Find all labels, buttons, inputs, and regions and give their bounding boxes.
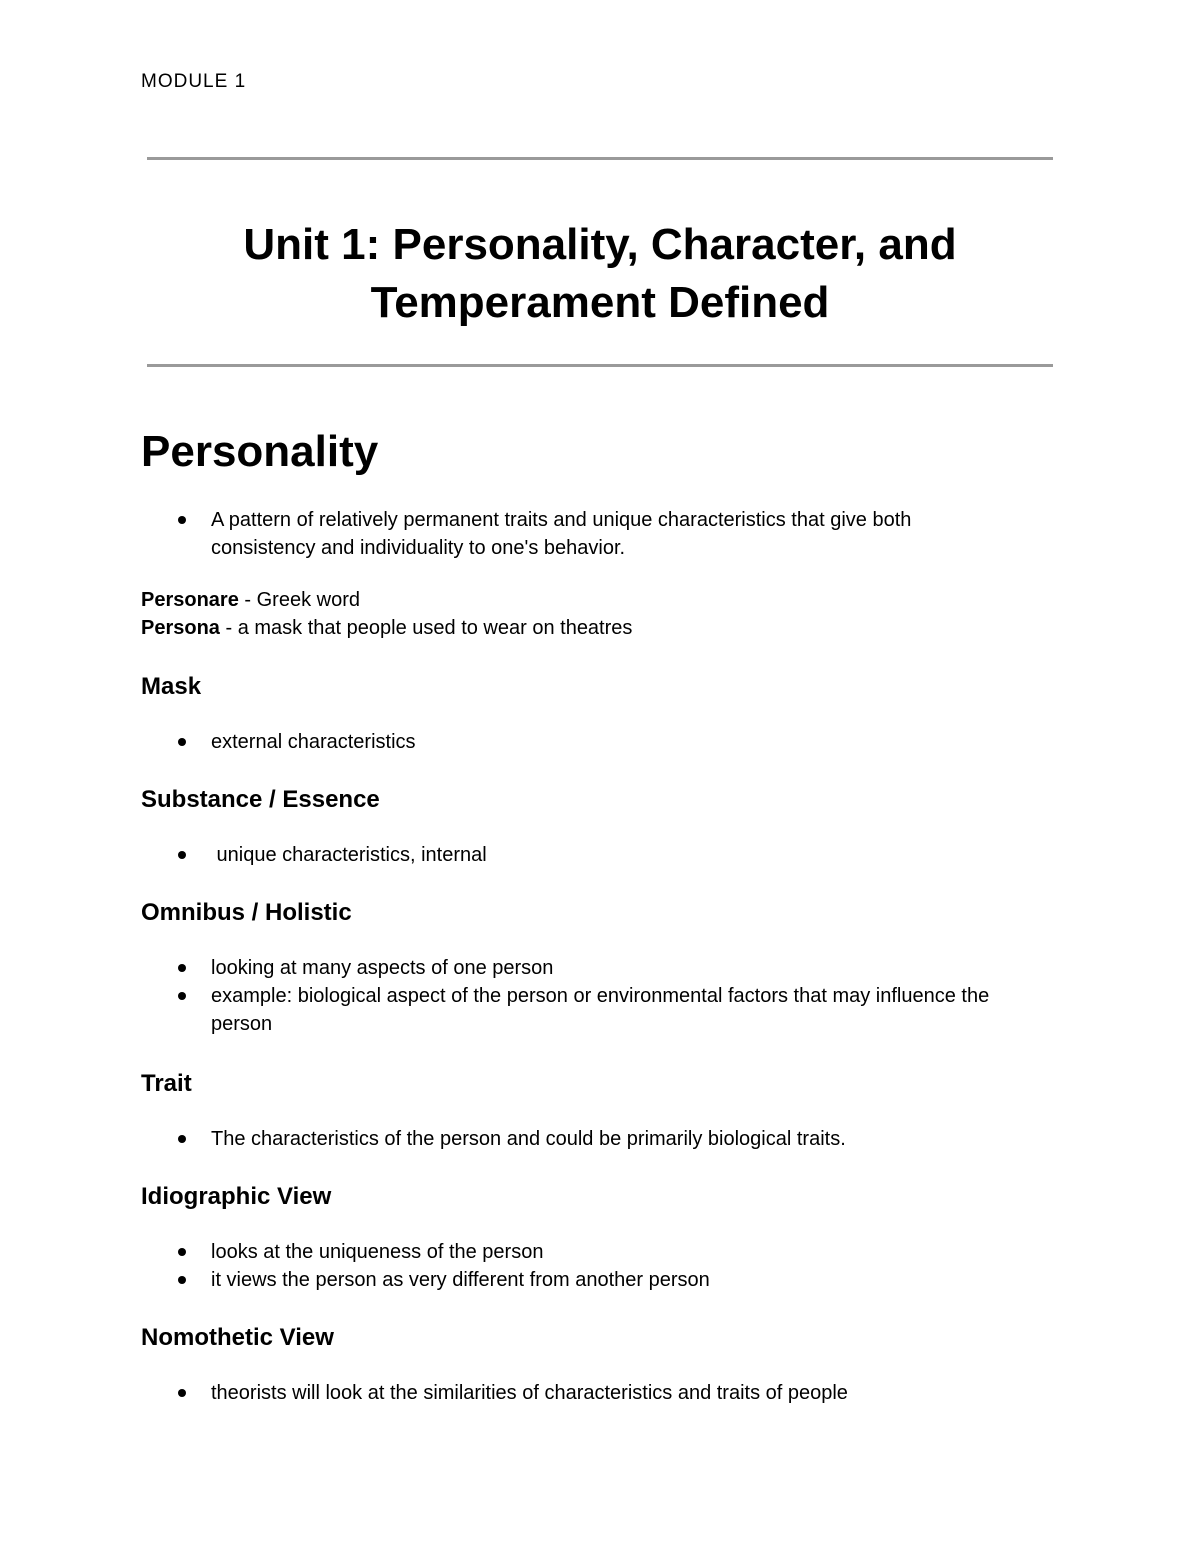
bullet-text-line-2: person xyxy=(211,1013,273,1035)
bullet-icon xyxy=(178,516,186,524)
definition-term: Personare xyxy=(141,589,239,611)
mask-bullet-list xyxy=(172,728,1072,756)
list-item xyxy=(172,728,1072,756)
unit-title xyxy=(0,216,1200,332)
bullet-text: looking at many aspects of one person xyxy=(211,957,554,979)
omnibus-bullet-list xyxy=(172,954,1072,1038)
bullet-text: it views the person as very different from another person xyxy=(211,1269,710,1291)
trait-bullet-list xyxy=(172,1125,1072,1153)
bullet-icon xyxy=(178,1248,186,1256)
section-title-personality: Personality xyxy=(141,427,379,476)
nomothetic-bullet-list xyxy=(172,1379,1072,1407)
heading-substance-essence: Substance / Essence xyxy=(141,786,380,813)
heading-mask: Mask xyxy=(141,673,202,700)
heading-nomothetic-view: Nomothetic View xyxy=(141,1324,334,1351)
bullet-text: looks at the uniqueness of the person xyxy=(211,1241,544,1263)
list-item xyxy=(172,841,1072,869)
list-item xyxy=(172,1379,1072,1407)
heading-omnibus-holistic: Omnibus / Holistic xyxy=(141,899,352,926)
bullet-text: theorists will look at the similarities of characteristics and traits of people xyxy=(211,1382,848,1404)
bullet-text-line-1: example: biological aspect of the person or environmental factors that may influence the xyxy=(211,985,990,1007)
bullet-text-line-1: A pattern of relatively permanent traits and unique characteristics that give both xyxy=(211,509,912,531)
list-item xyxy=(172,506,1072,562)
bullet-text: The characteristics of the person and could be primarily biological traits. xyxy=(211,1128,846,1150)
bullet-text: unique characteristics, internal xyxy=(211,844,487,866)
bullet-icon xyxy=(178,964,186,972)
bullet-icon xyxy=(178,851,186,859)
definition-term: Persona xyxy=(141,617,220,639)
bullet-icon xyxy=(178,738,186,746)
definition-persona xyxy=(141,614,632,642)
bullet-icon xyxy=(178,1389,186,1397)
heading-trait: Trait xyxy=(141,1070,192,1097)
bottom-divider xyxy=(147,364,1053,367)
idiographic-bullet-list xyxy=(172,1238,1072,1294)
unit-title-line-1: Unit 1: Personality, Character, and xyxy=(243,220,957,269)
definition-text: - Greek word xyxy=(238,589,360,611)
list-item xyxy=(172,982,1072,1038)
heading-idiographic-view: Idiographic View xyxy=(141,1183,332,1210)
module-label: MODULE 1 xyxy=(141,71,247,92)
list-item xyxy=(172,1125,1072,1153)
bullet-text-line-2: consistency and individuality to one's behavior. xyxy=(211,537,626,559)
substance-bullet-list xyxy=(172,841,1072,869)
bullet-text: external characteristics xyxy=(211,731,416,753)
definition-text: - a mask that people used to wear on theatres xyxy=(219,617,633,639)
list-item xyxy=(172,1238,1072,1266)
personality-bullet-list xyxy=(172,506,1072,562)
definition-personare xyxy=(141,586,360,614)
bullet-icon xyxy=(178,1135,186,1143)
list-item xyxy=(172,954,1072,982)
unit-title-line-2: Temperament Defined xyxy=(370,278,830,327)
top-divider xyxy=(147,157,1053,160)
bullet-icon xyxy=(178,992,186,1000)
bullet-icon xyxy=(178,1276,186,1284)
list-item xyxy=(172,1266,1072,1294)
